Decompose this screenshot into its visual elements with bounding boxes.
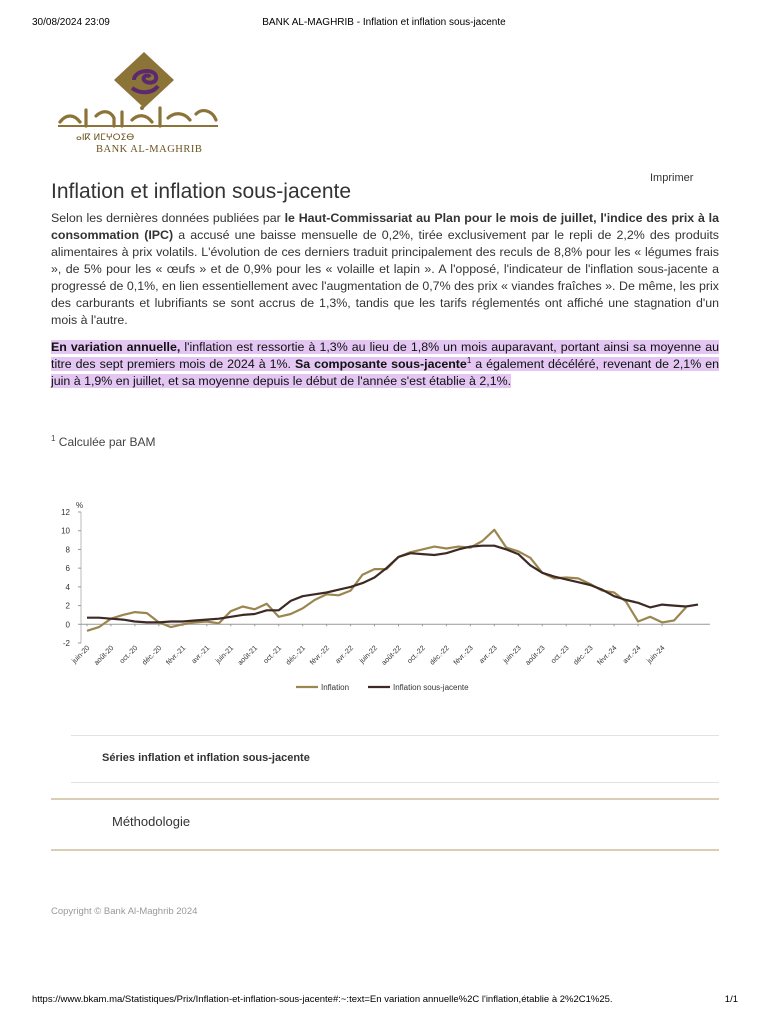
copyright: Copyright © Bank Al-Maghrib 2024 [51, 906, 198, 917]
series-accordion-label[interactable]: Séries inflation et inflation sous-jacente [102, 752, 310, 764]
print-link[interactable]: Imprimer [650, 172, 694, 184]
print-date: 30/08/2024 23:09 [32, 17, 110, 28]
x-tick-label: févr.-21 [163, 643, 188, 667]
x-tick-label: avr.-23 [476, 643, 499, 666]
x-tick-label: août-21 [235, 643, 260, 667]
x-tick-label: févr.-23 [451, 643, 475, 667]
x-tick-label: févr.-22 [307, 643, 332, 667]
print-header [0, 17, 768, 31]
methodology-accordion-row[interactable] [51, 798, 719, 851]
x-tick-label: août-20 [91, 643, 116, 667]
highlighted-paragraph: En variation annuelle, l'inflation est ressortie à 1,3% au lieu de 1,8% un mois auparavant, portant ainsi sa moyenne au titre des sept premiers mois de 2024 à 1%. Sa composante sous-jacente$^1$ a également décéléré, revenant de 2,1% en juin à 1,9% en juillet, et sa moyenne depuis le début de l'année s'est établie à 2,1%. [51, 340, 719, 388]
bank-logo[interactable] [56, 50, 226, 158]
x-tick-label: avr.-22 [333, 643, 355, 666]
core-component-text: Sa composante sous-jacente [294, 357, 467, 371]
y-tick-label: -2 [62, 639, 70, 648]
page-title: Inflation et inflation sous-jacente [51, 180, 352, 203]
bank-emblem-icon [56, 50, 226, 158]
x-tick-label: déc.-22 [427, 643, 451, 667]
x-tick-label: oct.-22 [404, 643, 427, 666]
y-tick-label: 6 [65, 564, 70, 574]
print-doc-title: BANK AL-MAGHRIB - Inflation et inflation sous-jacente [262, 17, 506, 28]
y-tick-label: 0 [65, 620, 70, 630]
x-tick-label: août-23 [523, 643, 547, 667]
x-tick-label: déc.-21 [283, 643, 308, 667]
x-tick-label: juin-21 [213, 643, 236, 665]
annual-variation-heading: En variation annuelle, [51, 340, 181, 354]
bank-logo-text: BANK AL-MAGHRIB [96, 144, 203, 155]
x-tick-label: oct.-20 [117, 643, 140, 666]
footnote-ref[interactable]: 1 [466, 355, 472, 365]
methodology-label[interactable]: Méthodologie [112, 814, 191, 829]
series-line-inflation [87, 530, 686, 631]
inflation-chart [50, 498, 730, 703]
x-tick-label: juin-22 [357, 643, 379, 665]
y-axis-label: % [76, 501, 84, 510]
y-tick-label: 10 [61, 526, 70, 536]
x-tick-label: avr.-21 [189, 643, 212, 666]
y-tick-label: 12 [61, 508, 70, 517]
legend-label: Inflation sous-jacente [393, 683, 469, 692]
x-tick-label: juin-23 [501, 643, 523, 665]
x-tick-label: oct.-23 [548, 643, 571, 666]
y-tick-label: 8 [65, 545, 70, 555]
x-tick-label: févr.-24 [595, 643, 619, 667]
svg-text:ⴰⵏⴽ ⵍⵎⵖⵔⵉⴱ: ⴰⵏⴽ ⵍⵎⵖⵔⵉⴱ [76, 133, 135, 143]
series-line-core-inflation [87, 546, 698, 623]
intro-bold-text: le Haut-Commissariat au Plan pour le mois de juillet, l'indice des prix à la consommation (IPC) [51, 211, 719, 242]
x-tick-label: juin-20 [69, 643, 92, 665]
print-page-number: 1/1 [724, 994, 738, 1005]
x-tick-label: juin-24 [644, 643, 667, 665]
x-tick-label: déc.-20 [139, 643, 164, 667]
intro-paragraph: Selon les dernières données publiées par le Haut-Commissariat au Plan pour le mois de juillet, l'indice des prix à la consommation (IPC) a accusé une baisse mensuelle de 0,2%, tirée exclusivement par le repli de 2,2% des produits alimentaires à prix volatils. L'évolution de ces derniers traduit principalement des reculs de 8,8% pour les « légumes frais », de 5% pour les « œufs » et de 0,9% pour les « volaille et lapin ». A l'opposé, l'indicateur de l'inflation sous-jacente a progressé de 0,1%, en lien essentiellement avec l'augmentation de 0,7% des prix « viandes fraîches ». De même, les prix des carburants et lubrifiants se sont accrus de 1,3%, tandis que les tarifs réglementés ont affiché une stagnation d'un mois à l'autre. [51, 211, 719, 327]
print-url: https://www.bkam.ma/Statistiques/Prix/Inflation-et-inflation-sous-jacente#:~:text=En variation annuelle%2C l'inflation,établie à 2%2C1%25. [32, 994, 613, 1005]
legend-label: Inflation [321, 683, 350, 692]
footnote: $^1$ Calculée par BAM [51, 434, 156, 449]
y-tick-label: 4 [65, 582, 70, 592]
x-tick-label: oct.-21 [261, 643, 284, 666]
x-tick-label: déc.-23 [571, 643, 595, 667]
x-tick-label: avr.-24 [620, 643, 643, 666]
series-accordion-row[interactable] [71, 735, 719, 783]
x-tick-label: août-22 [379, 643, 403, 667]
y-tick-label: 2 [65, 601, 70, 611]
